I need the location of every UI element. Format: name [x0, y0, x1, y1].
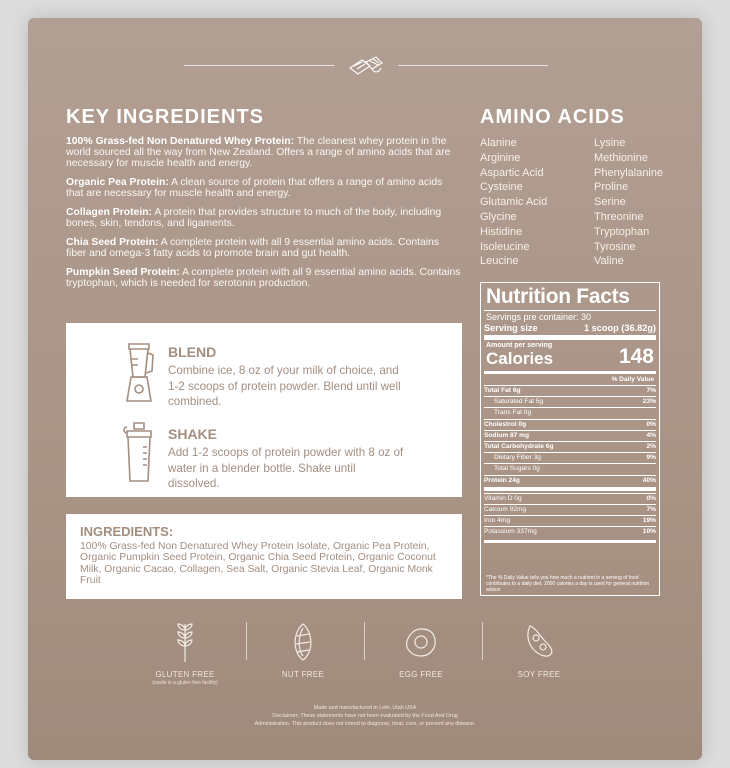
badge-divider — [482, 622, 483, 660]
serving-size-value: 1 scoop (36.82g) — [584, 323, 656, 333]
shake-instructions: Add 1-2 scoops of protein powder with 8 oz of water in a blender bottle. Shake until dissolved. — [168, 446, 404, 490]
amino-acid: Serine — [594, 196, 626, 209]
nutrition-row — [484, 465, 656, 473]
nutrition-row — [484, 517, 656, 525]
nutrient-label: Calcium 92mg — [484, 506, 527, 513]
nutrient-daily-value: 9% — [646, 454, 656, 462]
chocolate-pieces-icon — [348, 54, 384, 76]
servings-per-container: Servings pre container: 30 — [486, 312, 592, 322]
nutrition-row — [484, 495, 656, 503]
amino-acid: Methionine — [594, 151, 648, 164]
amino-acid: Cysteine — [480, 181, 523, 194]
nutrient-daily-value: 19% — [642, 517, 656, 525]
divider-line — [184, 65, 334, 66]
serving-size-label: Serving size — [484, 323, 538, 333]
nut-icon — [289, 622, 317, 662]
key-ingredient-item — [66, 177, 462, 199]
badge-label: GLUTEN FREE — [155, 670, 215, 679]
badge-sublabel: (made in a gluten free facility) — [152, 680, 218, 686]
ingredient-name: Pumpkin Seed Protein: — [66, 267, 180, 278]
calories-value: 148 — [618, 345, 654, 368]
amino-acid: Lysine — [594, 137, 626, 149]
nutrient-label: Vitamin D 0g — [484, 494, 522, 502]
nutrient-daily-value: 4% — [646, 431, 656, 439]
nutrition-facts-title: Nutrition Facts — [486, 285, 630, 308]
ingredient-name: Chia Seed Protein: — [66, 237, 159, 248]
ingredient-description: A clean source of protein that offers a range of amino acids that are necessary for muscle health and energy. — [66, 177, 443, 199]
nutrition-row — [484, 477, 656, 485]
nutrition-row — [484, 387, 656, 395]
key-ingredients-heading: KEY INGREDIENTS — [66, 106, 264, 128]
egg-icon — [403, 624, 439, 660]
ingredient-description: A complete protein with all 9 essential amino acids. Contains tryptophan, which is needed for serotonin production. — [66, 267, 461, 289]
ingredient-name: Collagen Protein: — [66, 207, 153, 218]
badge-label: SOY FREE — [517, 670, 561, 679]
nutrition-row — [484, 409, 656, 417]
nutrition-row — [484, 454, 656, 462]
amino-acids-heading: AMINO ACIDS — [480, 106, 625, 128]
serving-size-row — [484, 323, 656, 334]
ingredient-description: A protein that provides structure to much of the body, including bones, skin, tendons, and ligaments. — [66, 207, 442, 229]
amino-acid: Tyrosine — [594, 240, 636, 253]
amino-acid: Valine — [594, 255, 624, 268]
amino-acid: Leucine — [480, 255, 519, 268]
nutrition-row — [484, 528, 656, 536]
calories-label: Calories — [486, 349, 554, 368]
divider-line — [398, 65, 548, 66]
ingredient-description: The cleanest whey protein in the world sourced all the way from New Zealand. Offers a range of amino acids that are necessary for muscle health and energy. — [66, 136, 451, 169]
footer-line: Made and manufactured in Lehi, Utah USA — [313, 705, 417, 711]
key-ingredient-item — [66, 267, 462, 289]
amino-acid: Arginine — [480, 151, 521, 164]
nutrition-row — [484, 443, 656, 451]
preparation-panel — [66, 323, 462, 497]
nutrient-label: Potassium 337mg — [484, 528, 537, 536]
daily-value-header: % Daily Value — [611, 376, 654, 383]
nutrient-label: Iron 4mg — [484, 517, 511, 525]
amino-acids-list — [480, 136, 680, 269]
badge-divider — [364, 622, 365, 660]
ingredients-text: 100% Grass-fed Non Denatured Whey Protein Isolate, Organic Pea Protein, Organic Pumpkin Seed Protein, Organic Chia Seed Protein, Organic Coconut Milk, Organic Cacao, Collagen, Sea Salt, Organic Stevia Leaf, Organic Monk Fruit — [80, 541, 436, 587]
nutrient-daily-value: 2% — [646, 443, 656, 450]
nutrient-daily-value: 0% — [646, 420, 656, 428]
ingredients-heading: INGREDIENTS: — [80, 524, 174, 539]
product-package-back — [28, 18, 702, 760]
blend-instructions: Combine ice, 8 oz of your milk of choice, and 1-2 scoops of protein powder. Blend until well combined. — [168, 364, 401, 408]
amino-acid: Glycine — [480, 210, 517, 223]
top-decoration — [184, 54, 548, 74]
blender-icon — [122, 341, 156, 405]
nutrient-label: Total Fat 6g — [484, 387, 521, 394]
nutrition-facts-panel — [480, 282, 660, 596]
amino-acid: Tryptophan — [594, 225, 650, 238]
nutrient-label: Trans Fat 0g — [494, 409, 532, 417]
badge-label: NUT FREE — [281, 670, 325, 679]
footer-line: Administration. This product does not intend to diagnose, treat, cure, or prevent any disease. — [254, 721, 476, 727]
nutrition-row — [484, 432, 656, 440]
footer-disclaimer — [188, 704, 542, 728]
ingredient-name: Organic Pea Protein: — [66, 177, 169, 188]
nutrient-daily-value: 0% — [646, 494, 656, 502]
nutrient-label: Total Carbohydrate 6g — [484, 443, 554, 450]
amino-acid: Glutamic Acid — [480, 196, 548, 209]
nutrient-daily-value: 7% — [646, 506, 656, 513]
nutrition-row — [484, 506, 656, 514]
nutrient-label: Sodium 87 mg — [484, 431, 530, 439]
key-ingredient-item — [66, 207, 462, 229]
nutrient-label: Protein 24g — [484, 476, 520, 484]
nutrient-label: Total Sugars 0g — [494, 465, 540, 473]
amount-per-serving: Amount per serving — [486, 342, 553, 349]
amino-acid: Alanine — [480, 137, 517, 149]
amino-acid: Phenylalanine — [594, 166, 664, 179]
ingredient-name: 100% Grass-fed Non Denatured Whey Protein: — [66, 136, 295, 147]
nutrition-row — [484, 398, 656, 406]
amino-acid: Threonine — [594, 210, 644, 223]
nutrition-row — [484, 421, 656, 429]
key-ingredient-item — [66, 237, 462, 259]
key-ingredients-list — [66, 136, 462, 297]
nutrient-daily-value: 23% — [642, 398, 656, 406]
amino-acid: Proline — [594, 181, 629, 194]
ingredients-panel — [66, 514, 462, 599]
nutrient-label: Cholestrol 0g — [484, 420, 527, 428]
footer-line: Disclaimer: These statements have not been evaluated by the Food And Drug — [272, 713, 458, 719]
key-ingredient-item — [66, 136, 462, 169]
soy-icon — [524, 622, 554, 662]
amino-acid: Isoleucine — [480, 240, 530, 253]
shaker-bottle-icon — [122, 421, 156, 483]
badge-divider — [246, 622, 247, 660]
nutrition-footnote: *The % Daily Value tells you how much a nutrient in a serving of food contributes to a daily diet. 2000 calories a day is used for general nutrition advice — [486, 575, 650, 593]
nutrient-daily-value: 7% — [646, 387, 656, 394]
ingredient-description: A complete protein with all 9 essential amino acids. Contains fiber and omega-3 fatty acids to promote brain and gut health. — [66, 237, 440, 259]
blend-title: BLEND — [168, 344, 217, 360]
shake-title: SHAKE — [168, 426, 218, 442]
nutrient-label: Saturated Fat 5g — [494, 398, 544, 406]
amino-acid: Histidine — [480, 225, 523, 238]
nutrient-daily-value: 40% — [642, 476, 656, 484]
nutrient-daily-value: 10% — [642, 528, 656, 536]
amino-acid: Aspartic Acid — [480, 166, 544, 179]
wheat-icon — [173, 620, 197, 664]
allergen-badges — [114, 618, 614, 688]
badge-label: EGG FREE — [399, 670, 443, 679]
nutrient-label: Dietary Fiber 3g — [494, 454, 541, 462]
